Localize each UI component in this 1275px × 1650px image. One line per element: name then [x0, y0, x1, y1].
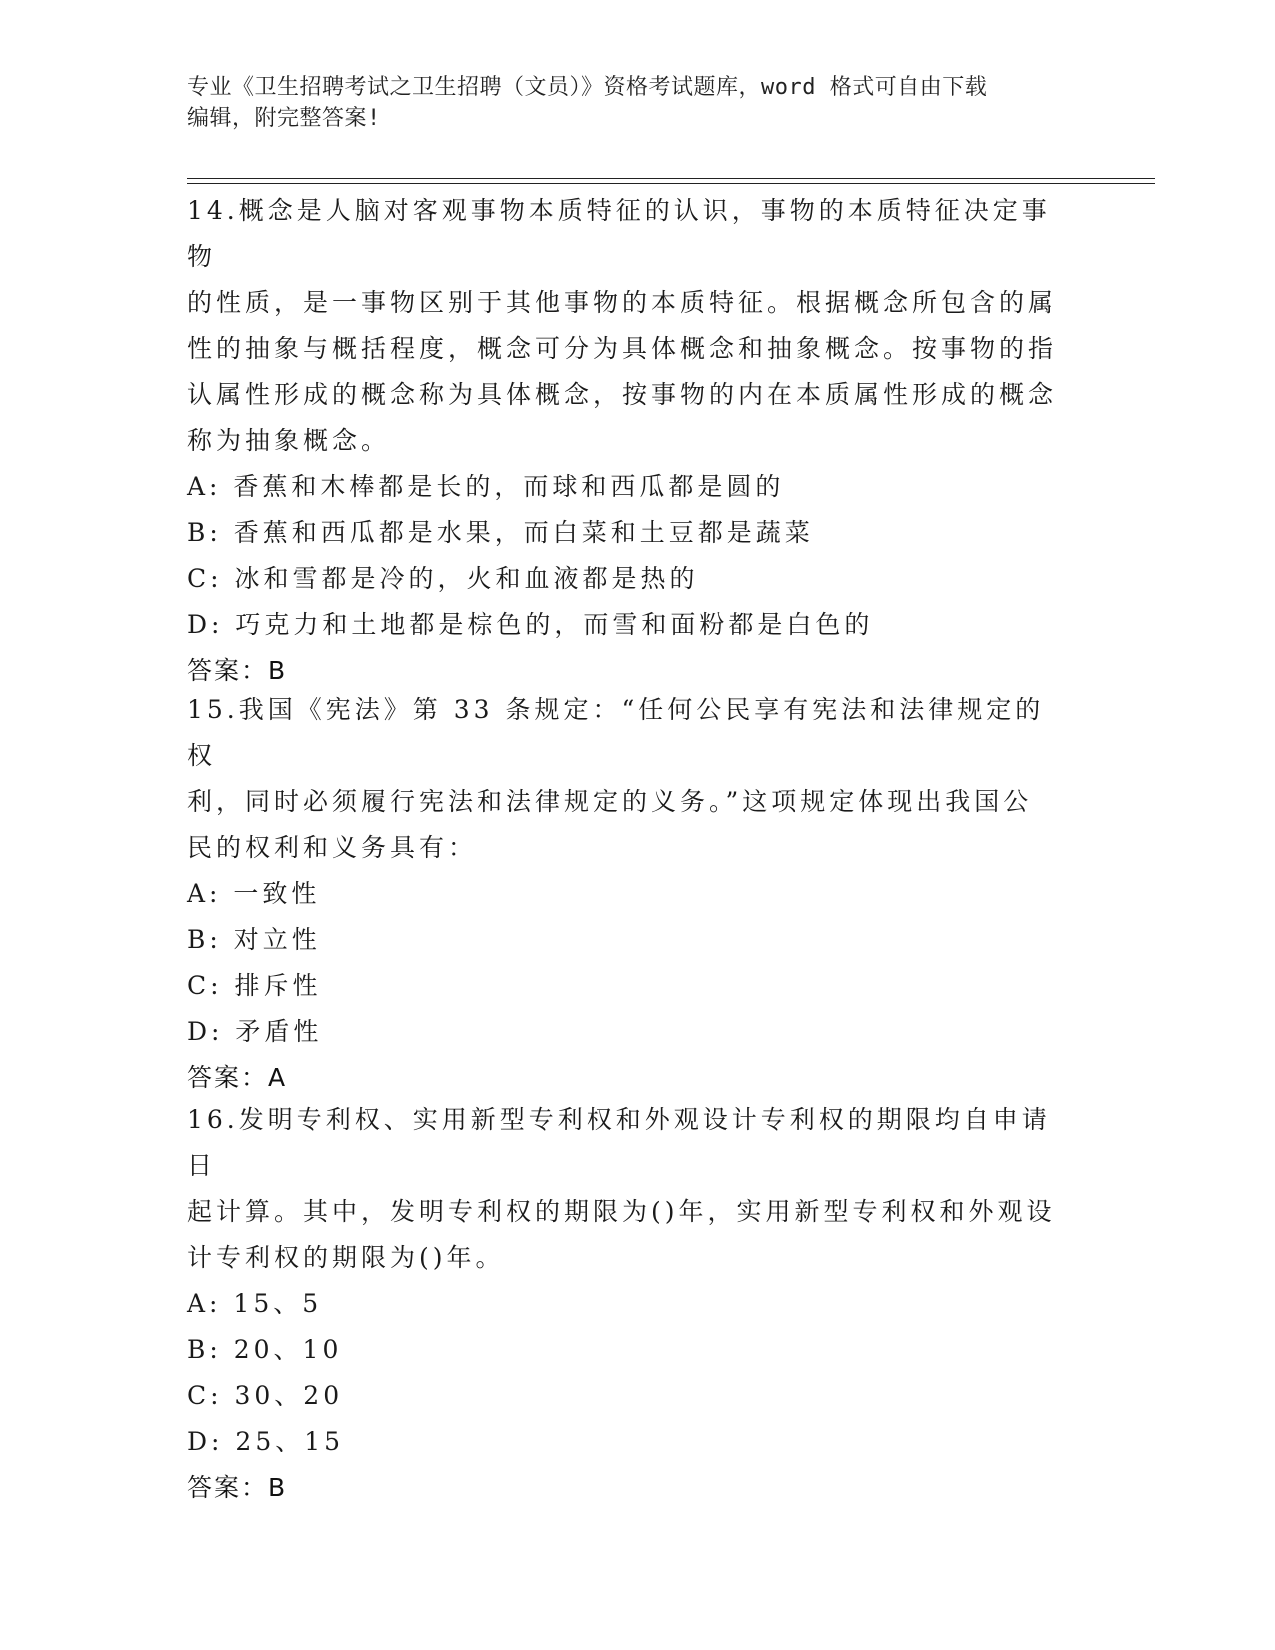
option-d: D: 矛盾性: [187, 1017, 323, 1046]
question-15: [187, 687, 1067, 1101]
document-header: [187, 72, 1067, 134]
question-14: [187, 188, 1067, 694]
option-c: C: 冰和雪都是冷的，火和血液都是热的: [187, 564, 699, 593]
question-stem-line: 16.发明专利权、实用新型专利权和外观设计专利权的期限均自申请日: [187, 1105, 1051, 1180]
header-divider-bottom: [187, 183, 1155, 184]
question-stem-line: 民的权利和义务具有：: [187, 833, 478, 862]
question-stem-line: 计专利权的期限为()年。: [187, 1243, 505, 1272]
option-a: A: 香蕉和木棒都是长的，而球和西瓜都是圆的: [187, 472, 785, 501]
option-c: C: 30、20: [187, 1381, 344, 1410]
question-stem-line: 14.概念是人脑对客观事物本质特征的认识，事物的本质特征决定事物: [187, 196, 1051, 271]
answer-label: 答案：A: [187, 1063, 288, 1092]
question-stem-line: 利，同时必须履行宪法和法律规定的义务。”这项规定体现出我国公: [187, 787, 1033, 816]
answer-label: 答案：B: [187, 656, 288, 685]
question-stem-line: 的性质，是一事物区别于其他事物的本质特征。根据概念所包含的属: [187, 288, 1058, 317]
header-line-2: 编辑，附完整答案!: [187, 106, 381, 131]
option-d: D: 巧克力和土地都是棕色的，而雪和面粉都是白色的: [187, 610, 874, 639]
option-a: A: 一致性: [187, 879, 321, 908]
question-stem-line: 认属性形成的概念称为具体概念，按事物的内在本质属性形成的概念: [187, 380, 1058, 409]
option-b: B: 20、10: [187, 1335, 343, 1364]
option-b: B: 香蕉和西瓜都是水果，而白菜和土豆都是蔬菜: [187, 518, 814, 547]
option-b: B: 对立性: [187, 925, 321, 954]
answer-label: 答案：B: [187, 1473, 288, 1502]
question-stem-line: 性的抽象与概括程度，概念可分为具体概念和抽象概念。按事物的指: [187, 334, 1058, 363]
question-stem-line: 15.我国《宪法》第 33 条规定：“任何公民享有宪法和法律规定的权: [187, 695, 1045, 770]
option-c: C: 排斥性: [187, 971, 322, 1000]
header-line-1: 专业《卫生招聘考试之卫生招聘（文员）》资格考试题库，word 格式可自由下载: [187, 75, 988, 100]
option-d: D: 25、15: [187, 1427, 345, 1456]
question-16: [187, 1097, 1067, 1511]
option-a: A: 15、5: [187, 1289, 323, 1318]
question-stem-line: 起计算。其中，发明专利权的期限为()年，实用新型专利权和外观设: [187, 1197, 1056, 1226]
question-stem-line: 称为抽象概念。: [187, 426, 391, 455]
header-divider-top: [187, 178, 1155, 179]
